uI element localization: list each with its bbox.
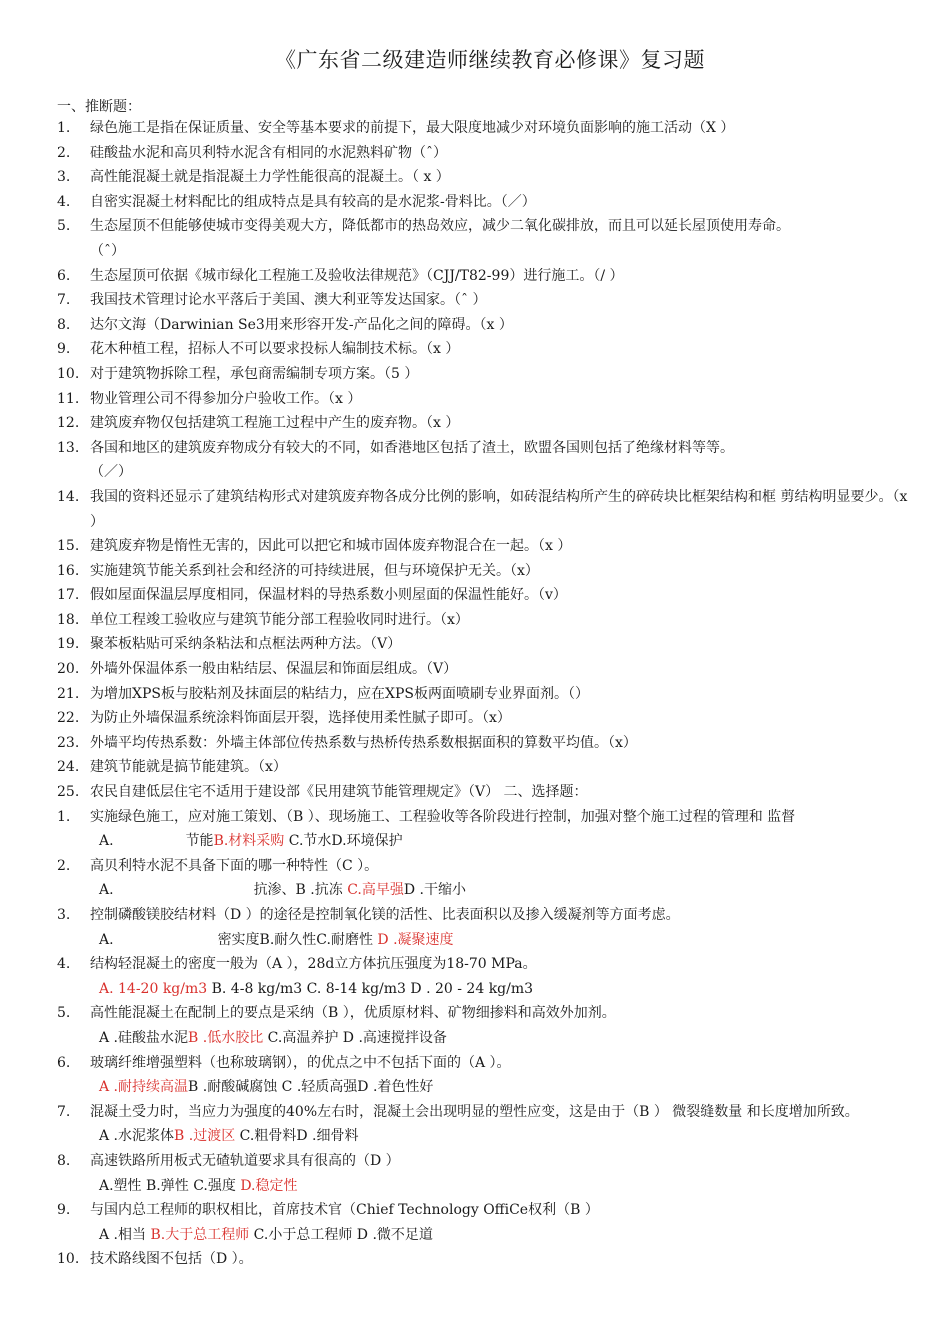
question-text: 玻璃纤维增强塑料（也称玻璃钢），的优点之中不包括下面的（A ）。 xyxy=(90,1054,511,1071)
question-text: 混凝土受力时，当应力为强度的40%左右时，混凝土会出现明显的塑性应变，这是由于（B ） 微裂缝数量 和长度增加所致。 xyxy=(90,1103,859,1120)
options-line xyxy=(57,878,917,903)
tf-item xyxy=(57,706,917,731)
tf-item xyxy=(57,116,917,141)
tf-item xyxy=(57,657,917,682)
item-text: 生态屋顶可依据《城市绿化工程施工及验收法律规范》（CJJ/T82-99）进行施工。（/ ） xyxy=(90,267,624,284)
tf-item xyxy=(57,780,917,805)
options-line xyxy=(57,829,917,854)
options-line xyxy=(57,1026,917,1051)
options-line xyxy=(57,977,917,1002)
item-text: 外墙外保温体系一般由粘结层、保温层和饰面层组成。（V） xyxy=(90,661,458,678)
question-list xyxy=(57,116,917,1272)
item-answer: （ˆ） xyxy=(90,242,125,259)
correct-answer: B.材料采购 xyxy=(213,833,285,850)
item-number: 6. xyxy=(57,1054,71,1071)
mc-item xyxy=(57,1100,917,1125)
item-number: 7. xyxy=(57,1103,71,1120)
item-number: 19. xyxy=(57,636,80,653)
option-label: A. xyxy=(99,931,114,948)
option-text: C.小于总工程师 D .微不足道 xyxy=(249,1226,433,1243)
option-text: C.粗骨料D .细骨料 xyxy=(235,1128,359,1145)
question-text: 控制磷酸镁胶结材料（D ）的途径是控制氧化镁的活性、比表面积以及掺入缓凝剂等方面考虑。 xyxy=(90,907,680,923)
option-text: 节能 xyxy=(185,833,214,850)
tf-item xyxy=(57,632,917,657)
option-label: A. xyxy=(99,833,114,850)
tf-item xyxy=(57,583,917,608)
item-text: 外墙平均传热系数：外墙主体部位传热系数与热桥传热系数根据面积的算数平均值。（x） xyxy=(90,734,637,751)
option-text: B. 4-8 kg/m3 C. 8-14 kg/m3 D . 20 - 24 kg/m3 xyxy=(207,980,534,997)
mc-item xyxy=(57,805,917,830)
tf-item xyxy=(57,214,917,239)
item-text: 我国的资料还显示了建筑结构形式对建筑废弃物各成分比例的影响，如砖混结构所产生的碎砖块比框架结构和框 剪结构明显要少。（x ） xyxy=(90,488,908,530)
option-text: 抗渗、B .抗冻 xyxy=(253,882,348,899)
item-number: 1. xyxy=(57,808,71,825)
item-number: 7. xyxy=(57,292,71,309)
item-text: 建筑废弃物仅包括建筑工程施工过程中产生的废弃物。（x ） xyxy=(90,415,460,432)
correct-answer: C.高早强 xyxy=(347,882,404,899)
mc-item xyxy=(57,903,917,928)
item-number: 1. xyxy=(57,120,71,136)
options-line xyxy=(57,928,917,953)
item-text: 建筑节能就是搞节能建筑。（x） xyxy=(90,759,287,776)
item-number: 20. xyxy=(57,661,80,678)
question-text: 高性能混凝土在配制上的要点是采纳（B ），优质原材料、矿物细掺料和高效外加剂。 xyxy=(90,1005,616,1022)
correct-answer: A .耐持续高温 xyxy=(99,1079,189,1096)
item-number: 22. xyxy=(57,710,80,727)
correct-answer: D .凝聚速度 xyxy=(377,931,454,948)
correct-answer: A. 14-20 kg/m3 xyxy=(99,980,208,997)
option-text: B .耐酸碱腐蚀 C .轻质高强D .着色性好 xyxy=(188,1079,434,1096)
item-text: 自密实混凝土材料配比的组成特点是具有较高的是水泥浆-骨料比。（／） xyxy=(90,193,536,210)
item-text: 假如屋面保温层厚度相同，保温材料的导热系数小则屋面的保温性能好。（v） xyxy=(90,587,567,604)
mc-item xyxy=(57,1001,917,1026)
mc-item xyxy=(57,1198,917,1223)
correct-answer: B.大于总工程师 xyxy=(150,1226,250,1243)
option-text: C.高温养护 D .高速搅拌设备 xyxy=(263,1029,447,1046)
item-text: 高性能混凝土就是指混凝土力学性能很高的混凝土。（ x ） xyxy=(90,169,450,186)
item-number: 24. xyxy=(57,759,80,776)
tf-item xyxy=(57,362,917,387)
question-text: 实施绿色施工，应对施工策划、（B ）、现场施工、工程验收等各阶段进行控制，加强对整个施工过程的管理和 监督 xyxy=(90,808,796,825)
tf-item xyxy=(57,165,917,190)
tf-item xyxy=(57,337,917,362)
tf-item xyxy=(57,190,917,215)
document-title: 《广东省二级建造师继续教育必修课》复习题 xyxy=(275,48,705,72)
mc-item xyxy=(57,854,917,879)
item-number: 6. xyxy=(57,267,71,284)
item-number: 21. xyxy=(57,685,80,702)
tf-item xyxy=(57,264,917,289)
tf-item xyxy=(57,731,917,756)
item-number: 23. xyxy=(57,734,80,751)
option-text: A.塑性 B.弹性 C.强度 xyxy=(99,1177,241,1194)
option-text: A .相当 xyxy=(99,1226,151,1243)
item-number: 16. xyxy=(57,562,80,579)
item-text: 达尔文海（Darwinian Se3用来形容开发-产品化之间的障碍。（x ） xyxy=(90,316,513,333)
item-number: 8. xyxy=(57,316,71,333)
item-text: 各国和地区的建筑废弃物成分有较大的不同，如香港地区包括了渣土，欧盟各国则包括了绝缘材料等等。 xyxy=(90,439,734,456)
item-number: 3. xyxy=(57,907,71,923)
item-number: 3. xyxy=(57,169,71,186)
option-text: A .水泥浆体 xyxy=(99,1128,175,1145)
item-number: 11. xyxy=(57,390,80,407)
item-number: 15. xyxy=(57,538,80,555)
item-number: 4. xyxy=(57,956,71,973)
item-number: 18. xyxy=(57,611,80,628)
tf-item xyxy=(57,313,917,338)
option-text: D .干缩小 xyxy=(403,882,466,899)
item-text: 单位工程竣工验收应与建筑节能分部工程验收同时进行。（x） xyxy=(90,611,469,628)
correct-answer: D.稳定性 xyxy=(240,1177,298,1194)
item-number: 10. xyxy=(57,365,80,382)
item-text: 实施建筑节能关系到社会和经济的可持续进展，但与环境保护无关。（x） xyxy=(90,562,539,579)
item-answer: （／） xyxy=(90,464,132,481)
tf-item xyxy=(57,387,917,412)
tf-item xyxy=(57,288,917,313)
correct-answer: B .低水胶比 xyxy=(188,1029,264,1046)
tf-item xyxy=(57,436,917,461)
item-number: 14. xyxy=(57,488,80,505)
item-text: 硅酸盐水泥和高贝利特水泥含有相同的水泥熟料矿物（ˆ） xyxy=(90,144,447,161)
options-line xyxy=(57,1124,917,1149)
mc-item xyxy=(57,952,917,977)
tf-item xyxy=(57,411,917,436)
item-number: 9. xyxy=(57,1202,71,1219)
tf-item xyxy=(57,682,917,707)
item-text: 绿色施工是指在保证质量、安全等基本要求的前提下，最大限度地减少对环境负面影响的施工活动（X ） xyxy=(90,120,735,136)
question-text: 高速铁路所用板式无碴轨道要求具有很高的（D ） xyxy=(90,1152,400,1169)
tf-item xyxy=(57,559,917,584)
option-text: A .硅酸盐水泥 xyxy=(99,1029,189,1046)
item-text: 农民自建低层住宅不适用于建设部《民用建筑节能管理规定》（V） 二、选择题： xyxy=(90,784,588,801)
tf-item xyxy=(57,755,917,780)
item-number: 13. xyxy=(57,439,80,456)
option-label: A. xyxy=(99,882,114,899)
question-text: 结构轻混凝土的密度一般为（A ），28d立方体抗压强度为18-70 MPa。 xyxy=(90,956,537,973)
tf-item xyxy=(57,485,917,534)
item-text: 为增加XPS板与胶粘剂及抹面层的粘结力，应在XPS板两面喷刷专业界面剂。（） xyxy=(90,685,589,702)
options-line xyxy=(57,1075,917,1100)
tf-item xyxy=(57,141,917,166)
options-line xyxy=(57,1174,917,1199)
item-text: 聚苯板粘贴可采纳条粘法和点框法两种方法。（V） xyxy=(90,636,402,653)
item-number: 5. xyxy=(57,218,71,235)
item-text: 建筑废弃物是惰性无害的，因此可以把它和城市固体废弃物混合在一起。（x ） xyxy=(90,538,572,555)
question-text: 与国内总工程师的职权相比，首席技术官（Chief Technology OffiCe权利（B ） xyxy=(90,1202,599,1219)
section-heading-judgement: 一、推断题： xyxy=(57,99,141,115)
item-text: 生态屋顶不但能够使城市变得美观大方，降低都市的热岛效应，减少二氧化碳排放，而且可以延长屋顶使用寿命。 xyxy=(90,218,790,235)
item-number: 2. xyxy=(57,144,71,161)
tf-item xyxy=(57,534,917,559)
item-number: 2. xyxy=(57,857,71,874)
item-text: 为防止外墙保温系统涂料饰面层开裂，选择使用柔性腻子即可。（x） xyxy=(90,710,511,727)
correct-answer: B .过渡区 xyxy=(174,1128,236,1145)
option-text: 密实度B.耐久性C.耐磨性 xyxy=(217,931,378,948)
item-number: 8. xyxy=(57,1152,71,1169)
question-text: 技术路线图不包括（D ）。 xyxy=(90,1251,253,1268)
tf-item xyxy=(57,608,917,633)
item-text: 我国技术管理讨论水平落后于美国、澳大利亚等发达国家。（ˆ ） xyxy=(90,292,487,309)
options-line xyxy=(57,1223,917,1248)
option-text: C.节水D.环境保护 xyxy=(284,833,403,850)
item-text: 对于建筑物拆除工程，承包商需编制专项方案。（5 ） xyxy=(90,365,419,382)
item-number: 17. xyxy=(57,587,80,604)
item-number: 12. xyxy=(57,415,80,432)
item-number: 4. xyxy=(57,193,71,210)
mc-item xyxy=(57,1149,917,1174)
mc-item xyxy=(57,1051,917,1076)
item-number: 5. xyxy=(57,1005,71,1022)
item-number: 25. xyxy=(57,784,80,801)
item-text: 物业管理公司不得参加分户验收工作。（x ） xyxy=(90,390,362,407)
item-number: 10. xyxy=(57,1251,80,1268)
mc-item xyxy=(57,1247,917,1272)
item-text: 花木种植工程，招标人不可以要求投标人编制技术标。（x ） xyxy=(90,341,460,358)
question-text: 高贝利特水泥不具备下面的哪一种特性（C ）。 xyxy=(90,857,379,874)
item-number: 9. xyxy=(57,341,71,358)
